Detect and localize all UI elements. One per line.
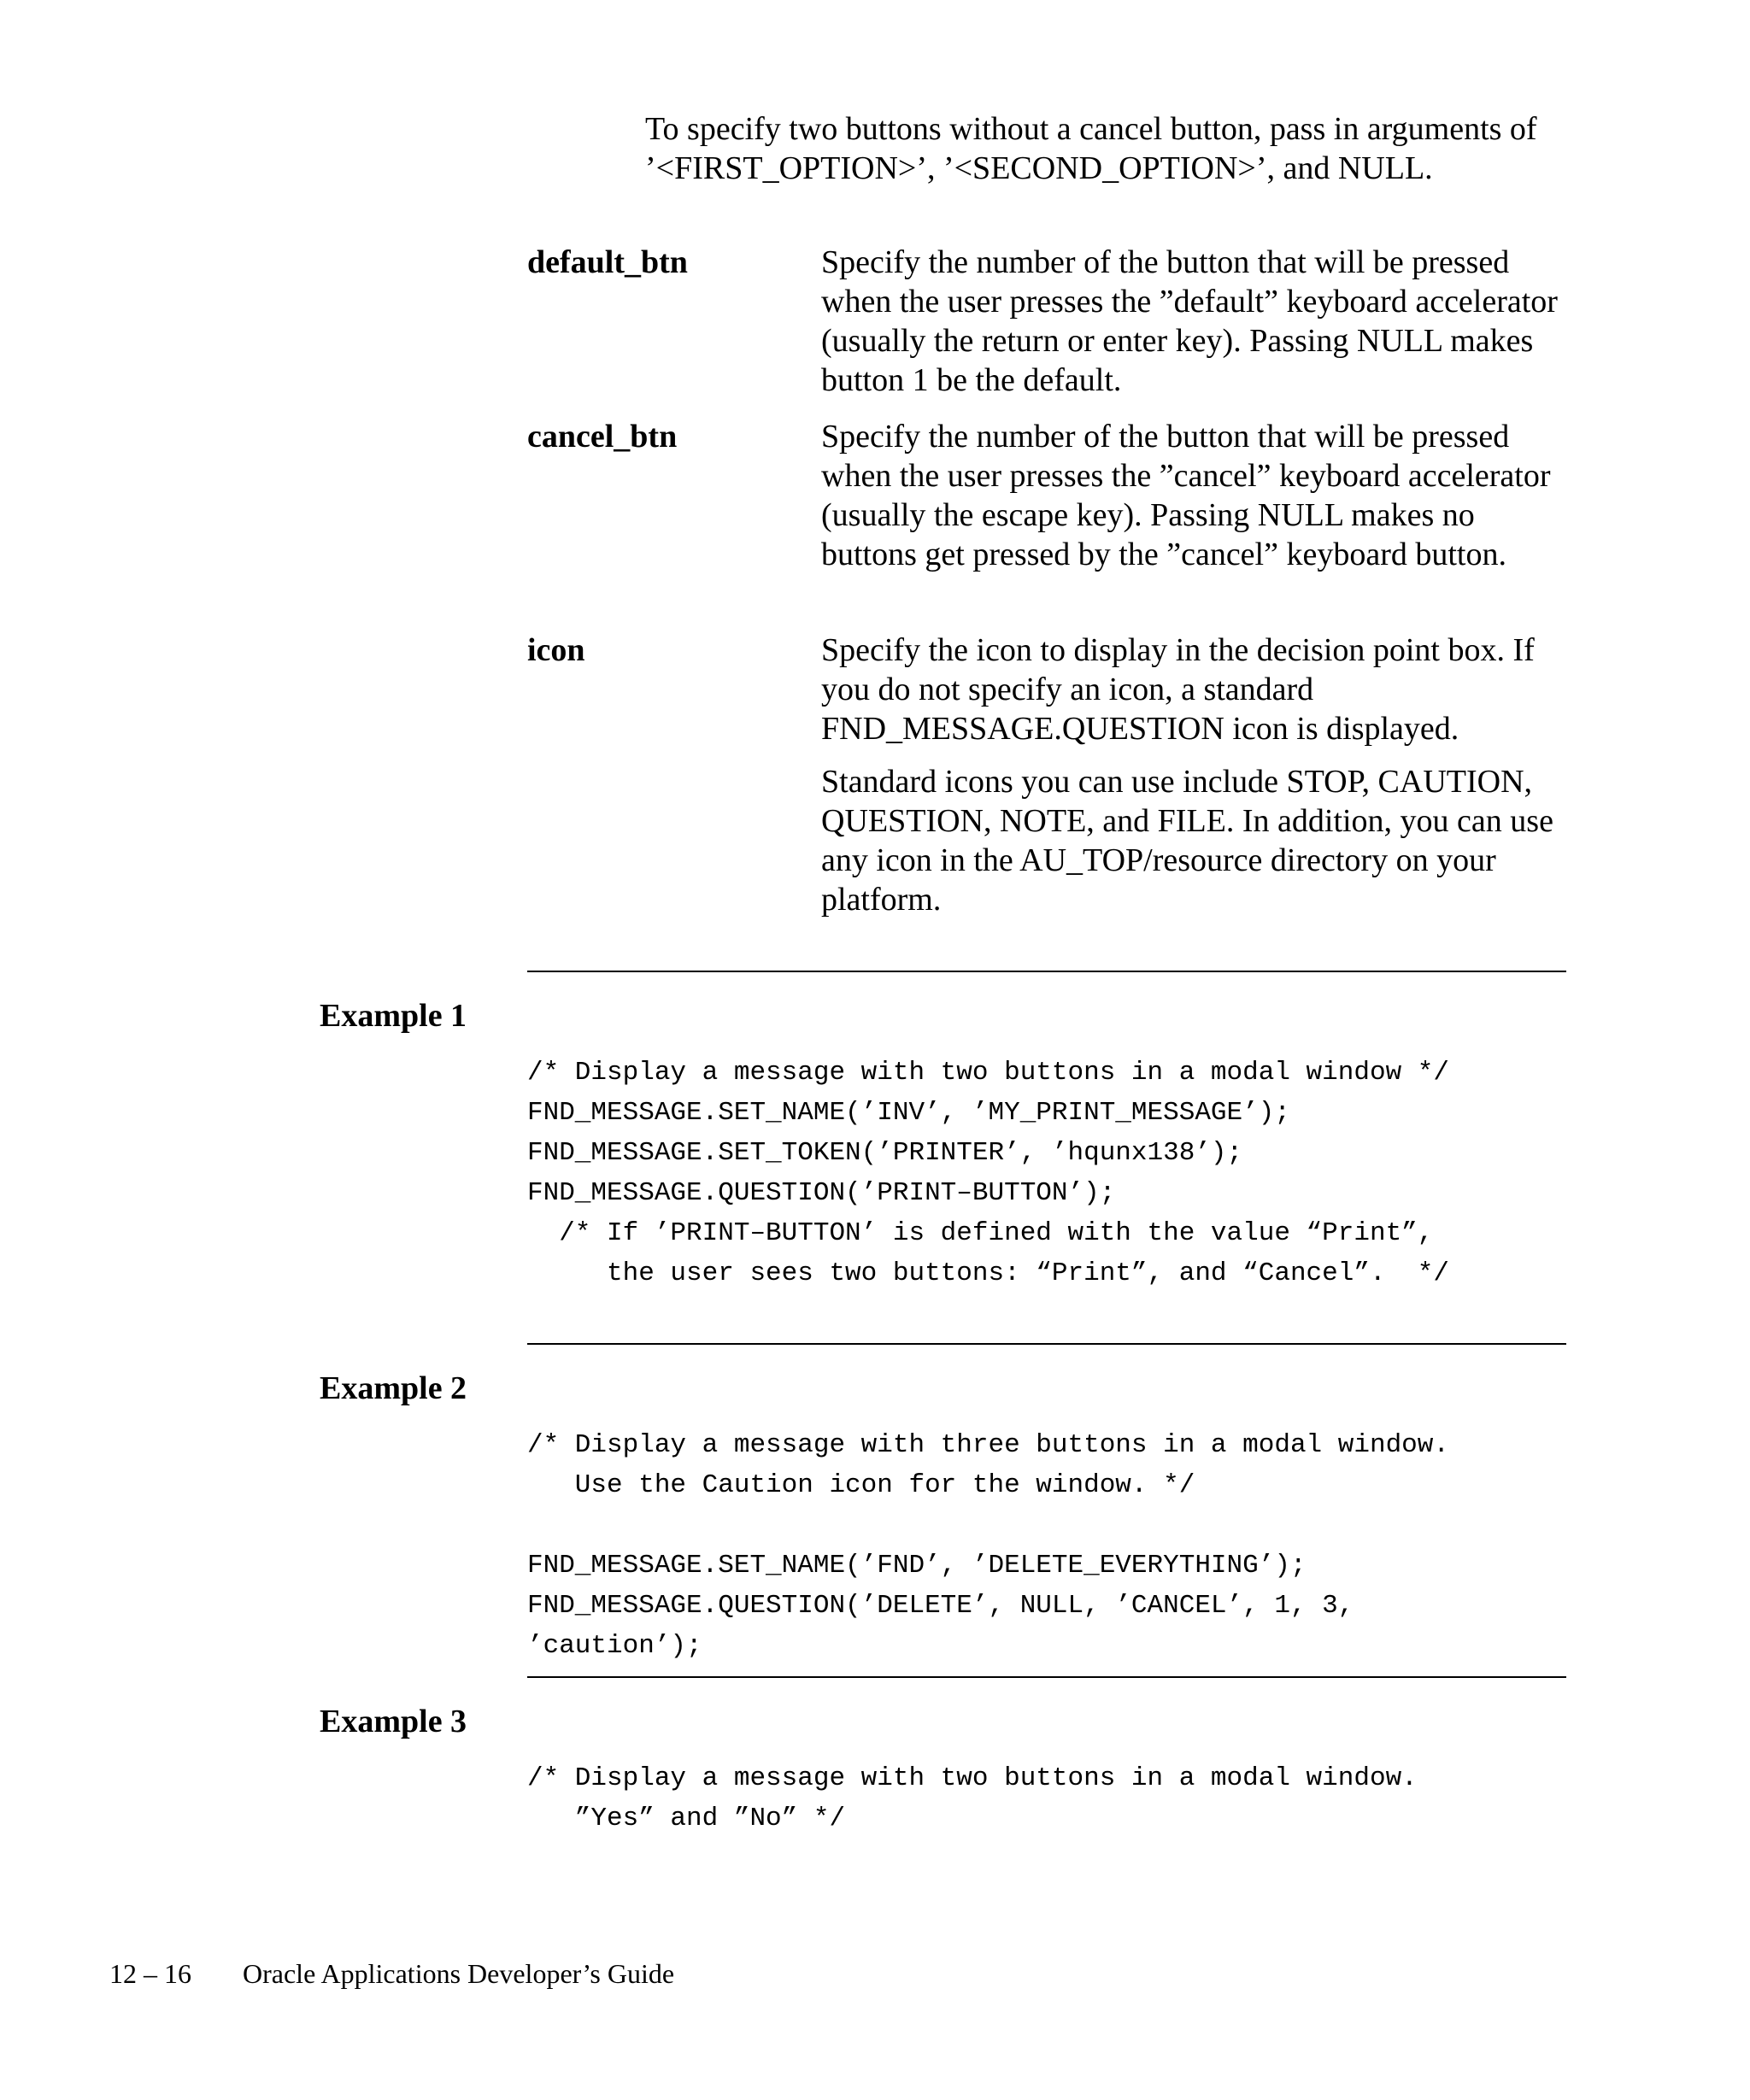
book-title: Oracle Applications Developer’s Guide bbox=[243, 1958, 675, 1989]
example-3-code: /* Display a message with two buttons in a modal window. ”Yes” and ”No” */ bbox=[527, 1763, 1418, 1833]
param-icon-standard-icons: Standard icons you can use include STOP, CAUTION, QUESTION, NOTE, and FILE. In addition, you can use any icon in the AU_TOP/resource directory on your platform. bbox=[821, 764, 1553, 918]
example-1-code: /* Display a message with two buttons in a modal window */ FND_MESSAGE.SET_NAME(’INV’, ’MY_PRINT_MESSAGE’); FND_MESSAGE.SET_TOKEN(’PRINTER’, ’hqunx138’); FND_MESSAGE.QUESTION(’PRINT–BUTTON’); /* If ’PRINT–BUTTON’ is defined with the value “Print”, the user sees two buttons: “Print”, and “Cancel”. */ bbox=[527, 1058, 1449, 1288]
param-icon-name: icon bbox=[527, 632, 585, 668]
param-default-btn-name: default_btn bbox=[527, 244, 688, 280]
page-footer bbox=[109, 1956, 674, 1991]
section-divider bbox=[527, 1343, 1566, 1345]
example-2-code: /* Display a message with three buttons in a modal window. Use the Caution icon for the window. */ FND_MESSAGE.SET_NAME(’FND’, ’DELETE_EVERYTHING’); FND_MESSAGE.QUESTION(’DELETE’, NULL, ’CANCEL’, 1, 3, ’caution’); bbox=[527, 1430, 1449, 1661]
example-1-title: Example 1 bbox=[320, 998, 467, 1034]
section-divider bbox=[527, 1676, 1566, 1678]
param-icon-description: Specify the icon to display in the decision point box. If you do not specify an icon, a standard FND_MESSAGE.QUESTION icon is displayed. bbox=[821, 632, 1535, 747]
page-number: 12 – 16 bbox=[109, 1958, 191, 1989]
intro-paragraph: To specify two buttons without a cancel button, pass in arguments of ’<FIRST_OPTION>’, ’<SECOND_OPTION>’, and NULL. bbox=[645, 111, 1537, 186]
param-default-btn-description: Specify the number of the button that will be pressed when the user presses the ”default” keyboard accelerator (usually the return or enter key). Passing NULL makes button 1 be the default. bbox=[821, 244, 1558, 398]
example-2-title: Example 2 bbox=[320, 1370, 467, 1406]
example-3-title: Example 3 bbox=[320, 1704, 467, 1739]
param-cancel-btn-description: Specify the number of the button that will be pressed when the user presses the ”cancel” keyboard accelerator (usually the escape key). Passing NULL makes no buttons get pressed by the ”cancel” keyboard button. bbox=[821, 419, 1551, 572]
param-cancel-btn-name: cancel_btn bbox=[527, 419, 678, 455]
section-divider bbox=[527, 971, 1566, 972]
